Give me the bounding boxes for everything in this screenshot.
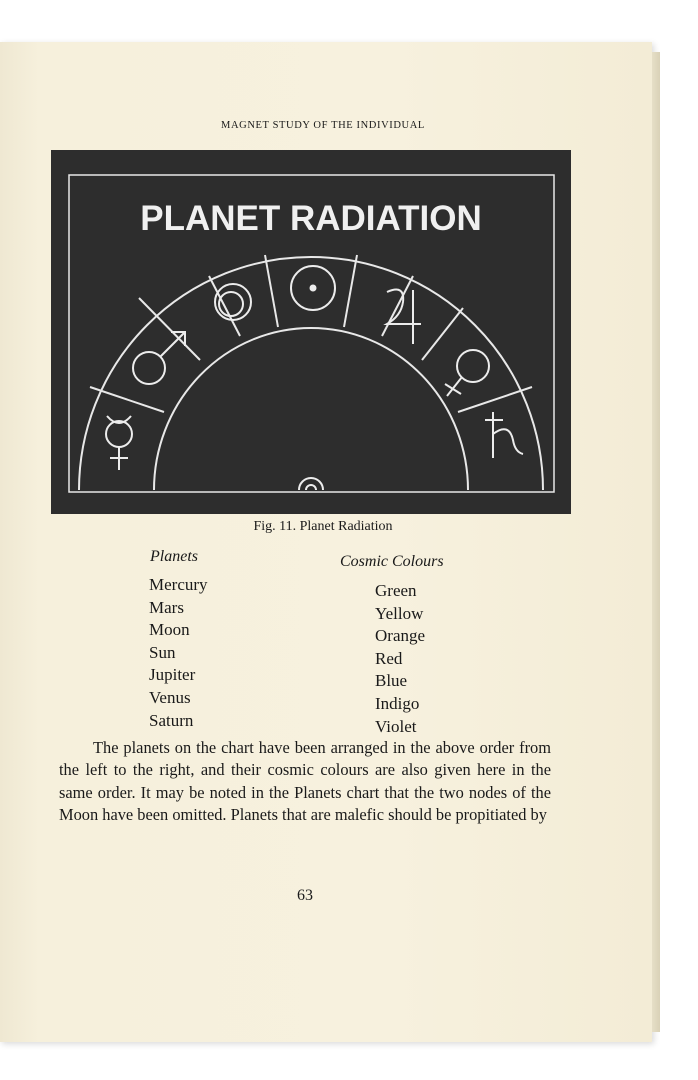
body-paragraph [59,737,551,826]
colours-list [375,580,425,738]
list-item: Saturn [149,710,194,730]
band-dividers [90,255,532,412]
mars-icon [133,332,185,384]
list-item: Sun [149,642,176,662]
list-item: Indigo [375,693,420,713]
list-item: Orange [375,626,426,646]
page-edge [652,52,660,1032]
earth-sun-marker-icon [299,478,323,490]
list-item: Violet [375,716,417,736]
planets-list [149,574,208,732]
colours-heading: Cosmic Colours [340,553,444,570]
list-item: Moon [149,620,190,640]
saturn-icon [485,412,523,458]
page-number: 63 [297,887,313,904]
planet-radiation-figure [51,150,571,514]
figure-caption: Fig. 11. Planet Radiation [253,519,393,534]
venus-icon [445,350,489,396]
list-item: Jupiter [149,665,196,685]
planets-heading: Planets [150,548,198,565]
running-head: MAGNET STUDY OF THE INDIVIDUAL [221,120,425,131]
mercury-icon [106,416,132,470]
inner-arc [154,328,468,490]
moon-icon [215,284,251,320]
list-item: Mars [149,597,184,617]
figure-title: PLANET RADIATION [140,199,482,238]
paragraph-text: The planets on the chart have been arranged in the above order from the left to the right, and their cosmic colours are also given here in the same order. It may be noted in the Planets chart that the two nodes of the Moon have been omitted. Planets that are malefic should be propitiated by [59,738,551,824]
list-item: Mercury [149,575,208,594]
list-item: Blue [375,671,408,691]
list-item: Venus [149,687,191,707]
sun-icon [291,266,335,310]
list-item: Yellow [375,603,424,623]
list-item: Red [375,648,403,668]
figure-drawing [51,150,571,514]
list-item: Green [375,581,417,600]
outer-arc [79,257,543,490]
